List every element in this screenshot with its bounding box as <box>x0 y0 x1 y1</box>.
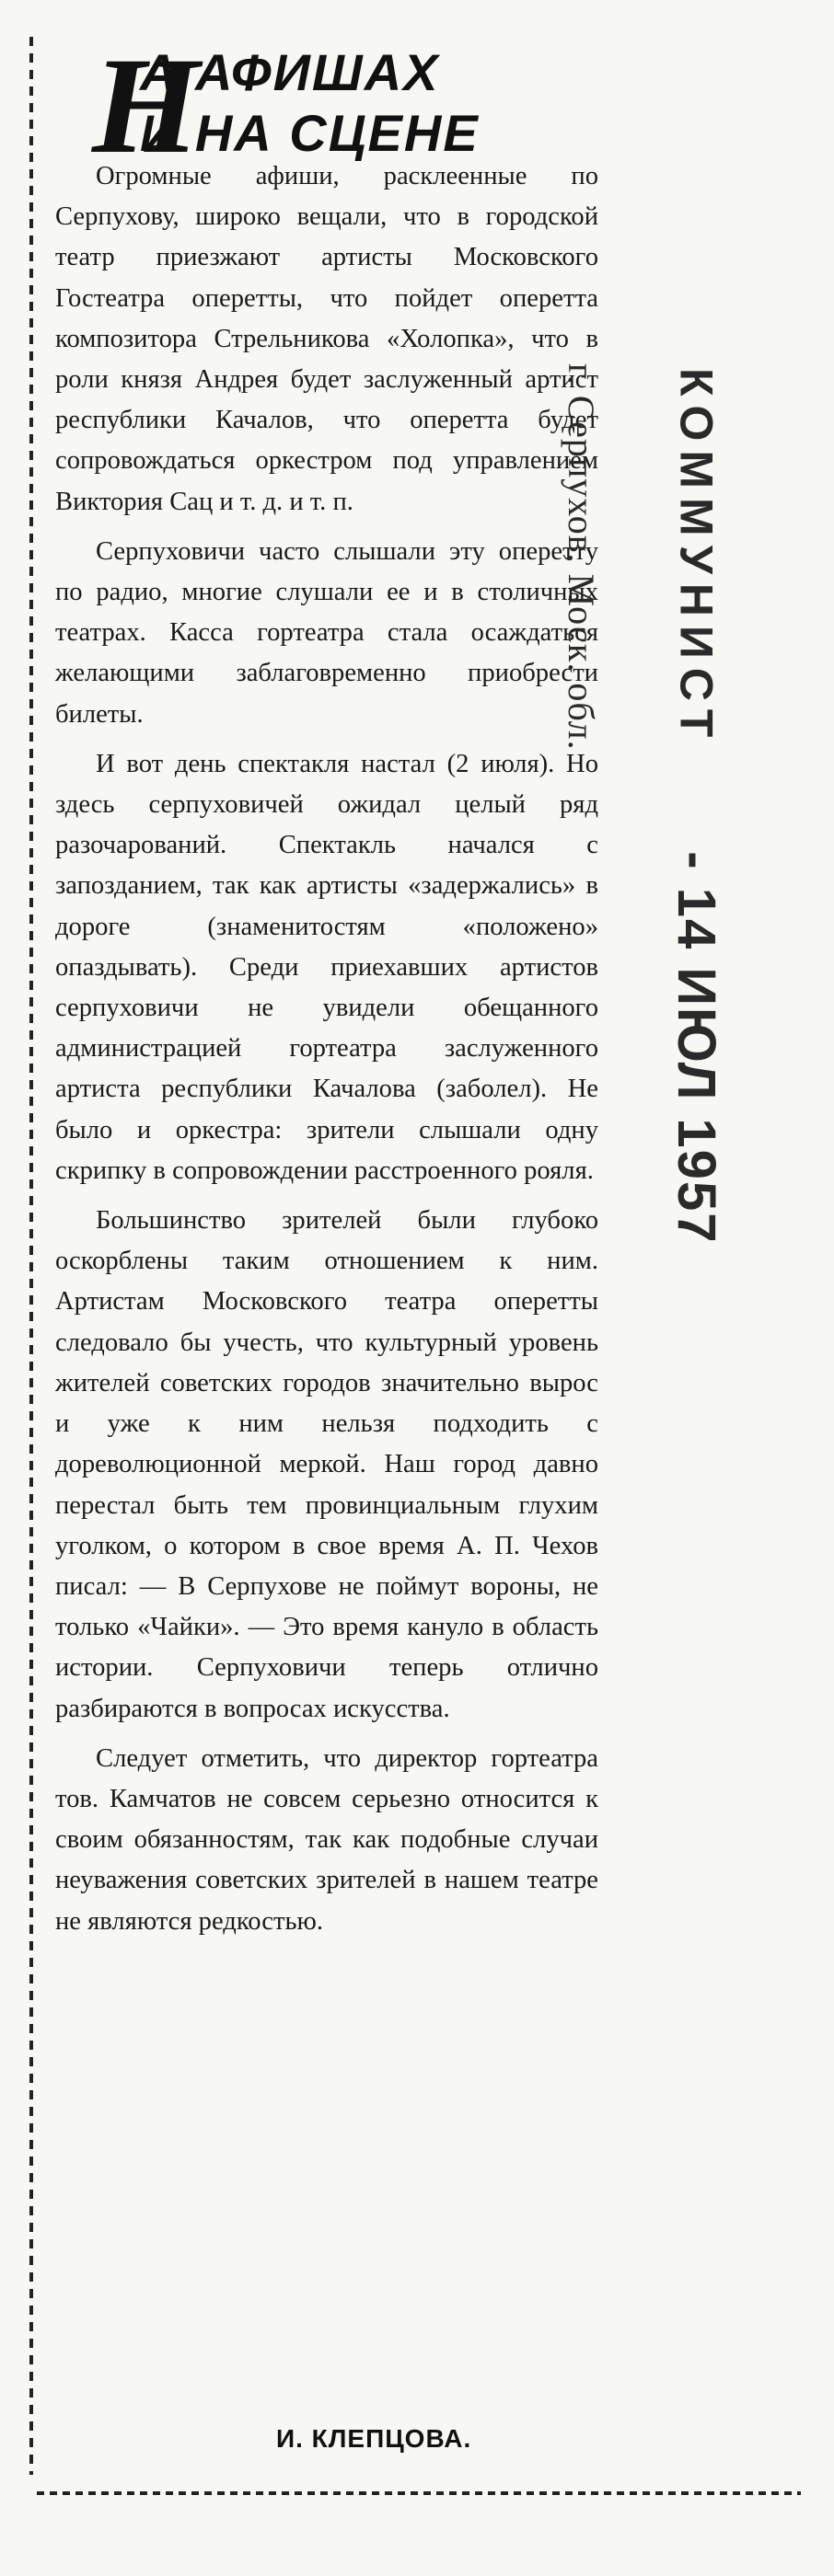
article-paragraph: Серпуховичи часто слышали эту оперетту по радио, многие слушали ее и в столичных театрах. Касса гортеатра стала осаждаться желающими заблаговременно приобрести билеты. <box>55 536 598 729</box>
headline-initial: Н <box>92 29 200 182</box>
article-paragraph: Огромные афиши, расклеенные по Серпухову, широко вещали, что в городской театр приезжают артисты Московского Гостеатра оперетты, что пойдет оперетта композитора Стрельникова «Холопка», что в роли князя Андрея будет заслуженный артист республики Качалов, что оперетта будет сопровождаться оркестром под управлением Виктория Сац и т. д. и т. п. <box>55 162 598 516</box>
clipping-left-border <box>29 37 33 2475</box>
headline-line-1: А АФИШАХ <box>140 43 440 101</box>
headline <box>92 29 608 182</box>
article-body <box>55 156 598 1951</box>
clipping-bottom-border <box>37 2491 801 2495</box>
stamp-date: - 14 ИЮЛ 1957 <box>666 851 726 1245</box>
author-signature: И. КЛЕПЦОВА. <box>276 2424 472 2453</box>
stamp-place: г. Серпухов, Моск. обл. <box>561 363 602 751</box>
headline-line-2: И НА СЦЕНЕ <box>140 104 480 162</box>
stamp-newspaper-name: КОММУНИСТ <box>670 368 723 747</box>
article-paragraph: Следует отметить, что директор гортеатра тов. Камчатов не совсем серьезно относится к своим обязанностям, так как подобные случаи неуважения советских зрителей в нашем театре не являются редкостью. <box>55 1743 598 1936</box>
article-paragraph: И вот день спектакля настал (2 июля). Но здесь серпуховичей ожидал целый ряд разочарований. Спектакль начался с запозданием, так как артисты «задержались» в дороге (знаменитостям «положено» опаздывать). Среди приехавших артистов серпуховичи не увидели обещанного администрацией гортеатра заслуженного артиста республики Качалова (заболел). Не было и оркестра: зрители слышали одну скрипку в сопровождении расстроенного рояля. <box>55 749 598 1185</box>
archive-stamp <box>666 368 727 2208</box>
article-paragraph: Большинство зрителей были глубоко оскорблены таким отношением к ним. Артистам Московского театра оперетты следовало бы учесть, что культурный уровень жителей советских городов значительно вырос и уже к ним нельзя подходить с дореволюционной меркой. Наш город давно перестал быть тем провинциальным глухим уголком, о котором в свое время А. П. Чехов писал: — В Серпухове не поймут вороны, не только «Чайки». — Это время кануло в область истории. Серпуховичи теперь отлично разбираются в вопросах искусства. <box>55 1206 598 1723</box>
